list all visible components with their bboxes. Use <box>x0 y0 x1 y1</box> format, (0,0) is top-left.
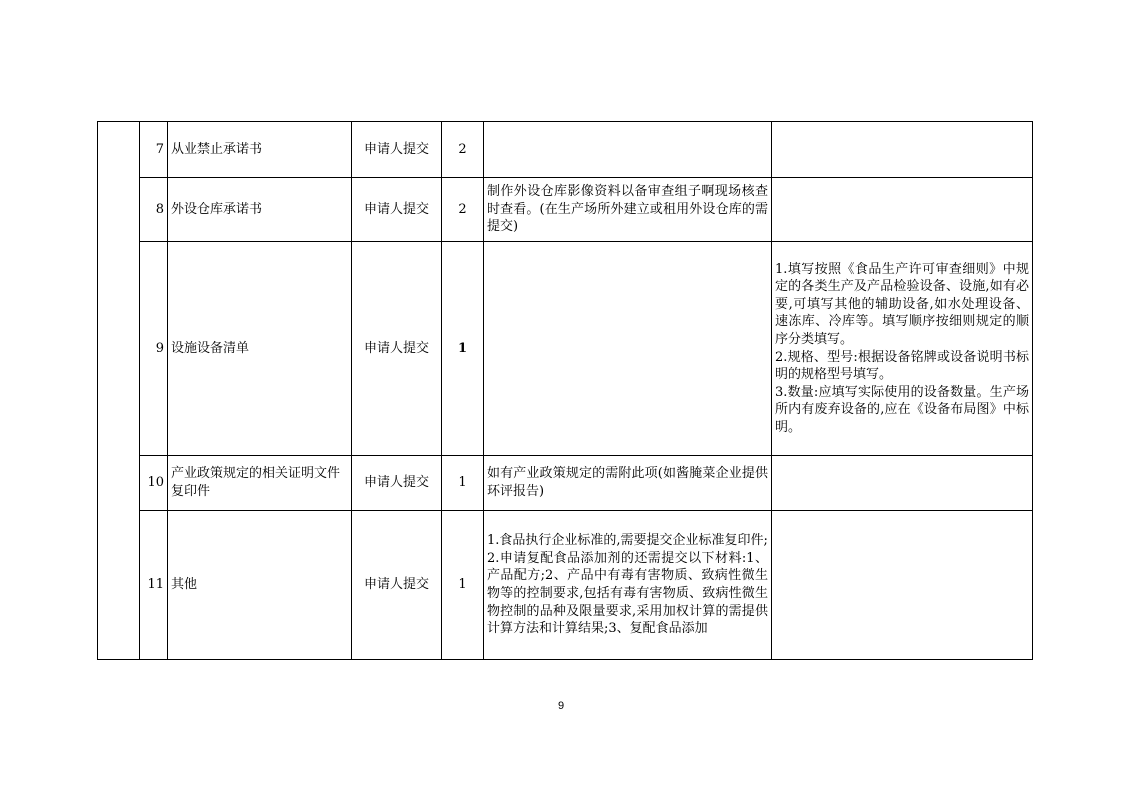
material-name: 设施设备清单 <box>168 242 352 456</box>
page-number: 9 <box>557 700 565 712</box>
table-row <box>98 178 1033 242</box>
remark-cell <box>772 178 1033 242</box>
note-text: 1.食品执行企业标准的,需要提交企业标准复印件; <box>487 533 768 549</box>
remark-text: 1.填写按照《食品生产许可审查细则》中规定的各类生产及产品检验设备、设施,如有必要,可填写其他的辅助设备,如水处理设备、速冻库、冷库等。填写顺序按细则规定的顺序分类填写。 <box>775 261 1029 347</box>
note-text: 2.申请复配食品添加剂的还需提交以下材料:1、产品配方;2、产品中有毒有害物质、致病性微生物等的控制要求,包括有毒有害物质、致病性微生物控制的品种及限量要求,采用加权计算的需提供计算方法和计算结果;3、复配食品添加 <box>487 550 768 637</box>
note-text: 制作外设仓库影像资料以备审查组子啊现场核查时查看。(在生产场所外建立或租用外设仓库的需提交) <box>487 184 768 235</box>
submitter: 申请人提交 <box>352 242 442 456</box>
copies: 1 <box>442 511 484 660</box>
note-cell <box>484 242 772 456</box>
note-text-container <box>487 532 768 638</box>
note-text: 如有产业政策规定的需附此项(如酱腌菜企业提供环评报告) <box>487 466 768 499</box>
remark-cell <box>772 122 1033 178</box>
note-cell <box>484 122 772 178</box>
copies: 2 <box>442 122 484 178</box>
note-cell <box>484 456 772 511</box>
remark-cell <box>772 456 1033 511</box>
submitter: 申请人提交 <box>352 122 442 178</box>
remark-text: 2.规格、型号:根据设备铭牌或设备说明书标明的规格型号填写。 <box>775 349 1029 383</box>
table-row <box>98 242 1033 456</box>
row-number: 10 <box>140 456 168 511</box>
table-row <box>98 511 1033 660</box>
remark-cell <box>772 511 1033 660</box>
material-name: 从业禁止承诺书 <box>168 122 352 178</box>
row-number: 11 <box>140 511 168 660</box>
copies: 1 <box>442 242 484 456</box>
remark-text: 3.数量:应填写实际使用的设备数量。生产场所内有废弃设备的,应在《设备布局图》中标明。 <box>775 384 1029 435</box>
material-name: 产业政策规定的相关证明文件复印件 <box>168 456 352 511</box>
note-cell <box>484 511 772 660</box>
material-name: 其他 <box>168 511 352 660</box>
row-number: 8 <box>140 178 168 242</box>
copies: 2 <box>442 178 484 242</box>
copies: 1 <box>442 456 484 511</box>
material-name: 外设仓库承诺书 <box>168 178 352 242</box>
submitter: 申请人提交 <box>352 178 442 242</box>
table-row <box>98 122 1033 178</box>
submitter: 申请人提交 <box>352 456 442 511</box>
row-number: 7 <box>140 122 168 178</box>
merged-category-cell <box>98 122 140 660</box>
row-number: 9 <box>140 242 168 456</box>
note-cell <box>484 178 772 242</box>
table-row <box>98 456 1033 511</box>
materials-table <box>97 121 1033 660</box>
remark-cell <box>772 242 1033 456</box>
submitter: 申请人提交 <box>352 511 442 660</box>
